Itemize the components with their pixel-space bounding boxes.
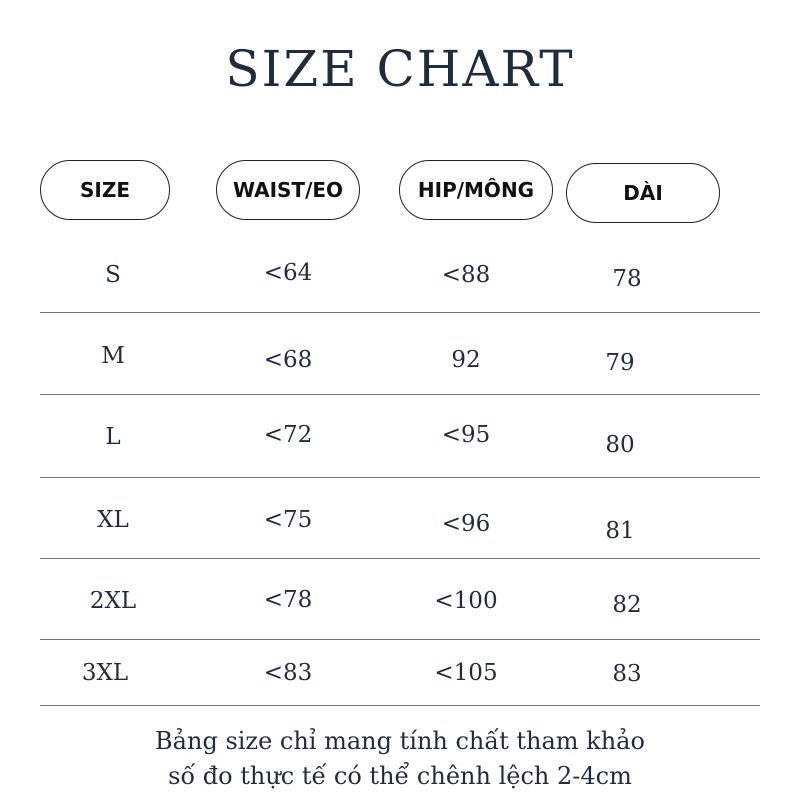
cell-waist: <78 — [263, 587, 313, 613]
cell-size: M — [101, 343, 125, 369]
cell-waist: <75 — [263, 507, 313, 533]
header-hip: HIP/MÔNG — [399, 160, 553, 220]
cell-waist: <83 — [263, 660, 313, 686]
header-length: DÀI — [566, 163, 720, 223]
row-divider — [40, 394, 760, 395]
note-line-1: Bảng size chỉ mang tính chất tham khảo — [155, 727, 645, 755]
row-divider — [40, 705, 760, 706]
row-divider — [40, 639, 760, 640]
cell-waist: <72 — [263, 422, 313, 448]
cell-hip: <100 — [434, 588, 498, 614]
row-divider — [40, 477, 760, 478]
cell-hip: <96 — [441, 511, 491, 537]
cell-waist: <68 — [263, 347, 313, 373]
header-size: SIZE — [40, 160, 170, 220]
cell-hip: 92 — [451, 347, 481, 373]
cell-hip: <105 — [434, 660, 498, 686]
cell-hip: <95 — [441, 422, 491, 448]
note-line-2: số đo thực tế có thể chênh lệch 2-4cm — [168, 762, 632, 790]
cell-length: 79 — [605, 350, 635, 376]
cell-length: 80 — [605, 432, 635, 458]
cell-size: S — [105, 262, 121, 288]
cell-size: 2XL — [89, 588, 137, 614]
cell-waist: <64 — [263, 260, 313, 286]
cell-length: 78 — [612, 266, 642, 292]
cell-length: 83 — [612, 661, 642, 687]
cell-size: XL — [97, 507, 129, 533]
cell-size: 3XL — [81, 660, 129, 686]
cell-length: 82 — [612, 592, 642, 618]
cell-size: L — [105, 424, 121, 450]
page-title: SIZE CHART — [225, 40, 575, 98]
cell-length: 81 — [605, 518, 635, 544]
cell-hip: <88 — [441, 262, 491, 288]
row-divider — [40, 558, 760, 559]
row-divider — [40, 312, 760, 313]
header-waist: WAIST/EO — [216, 160, 360, 220]
